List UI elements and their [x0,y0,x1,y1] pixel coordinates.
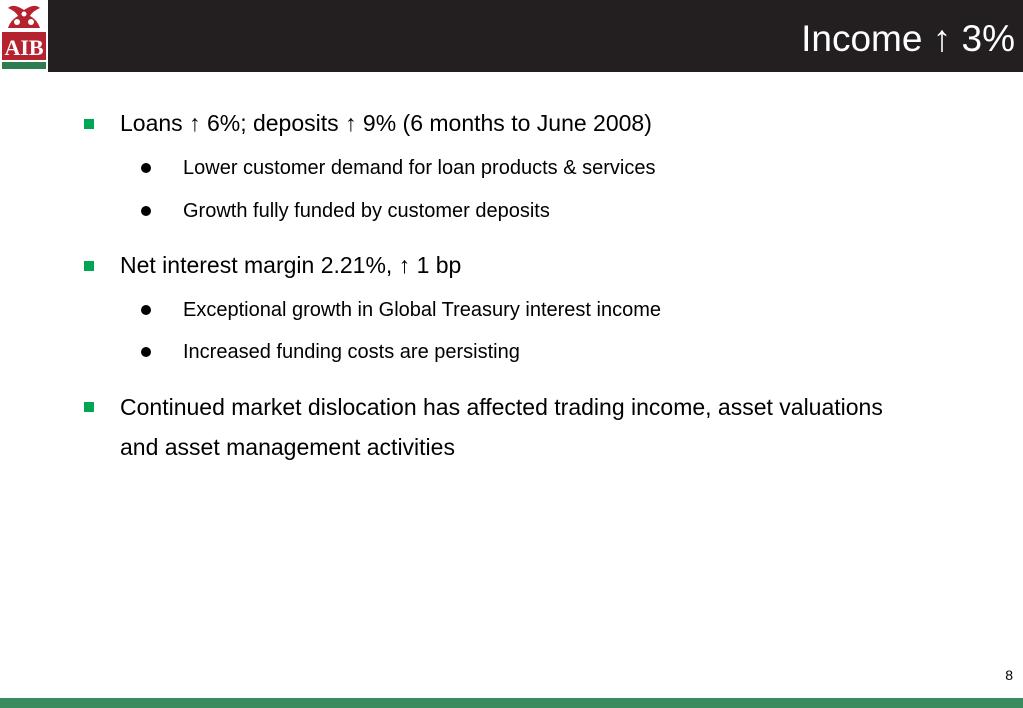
bullet-dot-icon [141,347,151,357]
page-number: 8 [1005,667,1013,683]
bullet-square-icon [84,119,94,129]
bullet-market-dislocation: Continued market dislocation has affected trading income, asset valuations and asset management activities [120,394,883,460]
sub-bullet-growth-funded: Growth fully funded by customer deposits [183,200,550,222]
slide-title: Income ↑ 3% [801,18,1015,59]
bullet-loans-deposits: Loans ↑ 6%; deposits ↑ 9% (6 months to June 2008) [120,110,652,136]
logo-text: AIB [4,35,44,60]
sub-bullet-funding-costs: Increased funding costs are persisting [183,341,520,363]
sub-bullet-global-treasury: Exceptional growth in Global Treasury interest income [183,299,662,321]
footer-bar [0,698,1023,708]
sub-bullet-lower-demand: Lower customer demand for loan products & services [183,157,656,179]
bullet-dot-icon [141,206,151,216]
bullet-square-icon [84,261,94,271]
bullet-square-icon [84,402,94,412]
bullet-dot-icon [141,163,151,173]
bullet-net-interest-margin: Net interest margin 2.21%, ↑ 1 bp [120,252,462,278]
bullet-dot-icon [141,305,151,315]
